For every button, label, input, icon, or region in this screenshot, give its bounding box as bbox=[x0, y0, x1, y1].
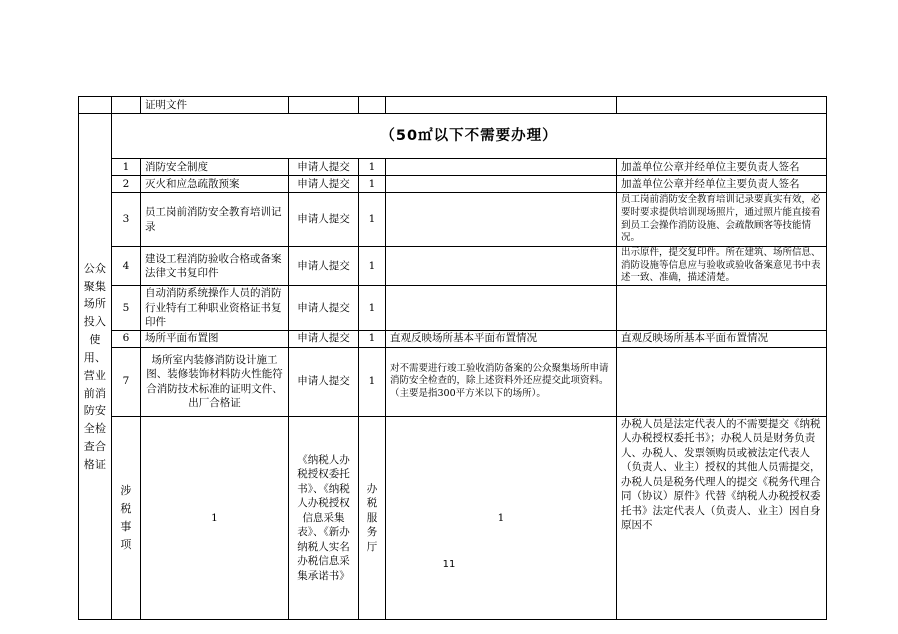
note-cell bbox=[386, 193, 617, 247]
row-number: 7 bbox=[112, 347, 141, 416]
requirements-table bbox=[78, 96, 827, 620]
requirement-cell: 员工岗前消防安全教育培训记录要真实有效，必要时要求提供培训现场照片，通过照片能直接看到员工会操作消防设施、会疏散顾客等技能情况。 bbox=[617, 193, 827, 247]
material-name: 证明文件 bbox=[141, 97, 289, 114]
copies-cell: 1 bbox=[386, 416, 617, 620]
requirement-cell: 加盖单位公章并经单位主要负责人签名 bbox=[617, 159, 827, 176]
table-row bbox=[79, 330, 827, 347]
row-number: 6 bbox=[112, 330, 141, 347]
row-number: 4 bbox=[112, 247, 141, 286]
copies-cell: 1 bbox=[359, 247, 386, 286]
copies-cell: 1 bbox=[359, 193, 386, 247]
requirement-cell: 出示原件，提交复印件。所在建筑、场所信息、消防设施等信息应与验收或验收备案意见书中表述一致、准确，描述清楚。 bbox=[617, 247, 827, 286]
table-cell bbox=[359, 97, 386, 114]
source-cell: 申请人提交 bbox=[289, 247, 359, 286]
copies-cell: 1 bbox=[359, 176, 386, 193]
source-cell: 申请人提交 bbox=[289, 193, 359, 247]
row-number: 1 bbox=[141, 416, 289, 620]
table-row bbox=[79, 193, 827, 247]
source-cell: 申请人提交 bbox=[289, 330, 359, 347]
table-row bbox=[79, 416, 827, 620]
row-number: 2 bbox=[112, 176, 141, 193]
table-row bbox=[79, 159, 827, 176]
source-cell: 申请人提交 bbox=[289, 176, 359, 193]
copies-cell: 1 bbox=[359, 347, 386, 416]
row-number: 5 bbox=[112, 286, 141, 330]
source-cell: 申请人提交 bbox=[289, 347, 359, 416]
source-cell: 申请人提交 bbox=[289, 286, 359, 330]
material-name: 自动消防系统操作人员的消防行业特有工种职业资格证书复印件 bbox=[141, 286, 289, 330]
note-cell: 办税人员是法定代表人的不需要提交《纳税人办税授权委托书》；办税人员是财务负责人、办税人、发票领购员或被法定代表人（负责人、业主）授权的其他人员需提交，办税人员是税务代理人的提交《税务代理合同（协议）原件》代替《纳税人办税授权委托书》法定代表人（负责人、业主）因自身原因不 bbox=[617, 416, 827, 620]
note-cell: 对不需要进行竣工验收消防备案的公众聚集场所申请消防安全检查的，除上述资料外还应提交此项资料。（主要是指300平方米以下的场所）。 bbox=[386, 347, 617, 416]
requirement-cell bbox=[617, 286, 827, 330]
table-row bbox=[79, 114, 827, 159]
table-row bbox=[79, 97, 827, 114]
table-cell bbox=[617, 97, 827, 114]
source-cell: 办税服务厅 bbox=[359, 416, 386, 620]
table-row bbox=[79, 176, 827, 193]
note-cell: 直观反映场所基本平面布置情况 bbox=[386, 330, 617, 347]
material-name: 《纳税人办税授权委托书》、《纳税人办税授权信息采集表》、《新办纳税人实名办税信息采集承诺书》 bbox=[289, 416, 359, 620]
material-name: 场所平面布置图 bbox=[141, 330, 289, 347]
note-cell bbox=[386, 159, 617, 176]
table-cell bbox=[386, 97, 617, 114]
material-name: 员工岗前消防安全教育培训记录 bbox=[141, 193, 289, 247]
copies-cell: 1 bbox=[359, 286, 386, 330]
note-cell bbox=[386, 176, 617, 193]
requirement-cell bbox=[617, 347, 827, 416]
table-row bbox=[79, 347, 827, 416]
table-cell bbox=[112, 97, 141, 114]
source-cell: 申请人提交 bbox=[289, 159, 359, 176]
page-number: 11 bbox=[442, 559, 456, 570]
note-cell bbox=[386, 247, 617, 286]
section-banner: （50㎡以下不需要办理） bbox=[112, 114, 827, 159]
material-name: 灭火和应急疏散预案 bbox=[141, 176, 289, 193]
table-cell bbox=[79, 97, 112, 114]
material-name: 建设工程消防验收合格或备案法律文书复印件 bbox=[141, 247, 289, 286]
table-cell bbox=[289, 97, 359, 114]
material-name: 场所室内装修消防设计施工图、装修装饰材料防火性能符合消防技术标准的证明文件、出厂合格证 bbox=[141, 347, 289, 416]
row-number: 3 bbox=[112, 193, 141, 247]
category-cell: 公众聚集场所投入使用、营业前消防安全检查合格证 bbox=[79, 114, 112, 620]
material-name: 消防安全制度 bbox=[141, 159, 289, 176]
copies-cell: 1 bbox=[359, 159, 386, 176]
copies-cell: 1 bbox=[359, 330, 386, 347]
table-row bbox=[79, 247, 827, 286]
note-cell bbox=[386, 286, 617, 330]
requirement-cell: 直观反映场所基本平面布置情况 bbox=[617, 330, 827, 347]
row-number: 1 bbox=[112, 159, 141, 176]
table-row bbox=[79, 286, 827, 330]
category-cell: 涉税事项 bbox=[112, 416, 141, 620]
requirement-cell: 加盖单位公章并经单位主要负责人签名 bbox=[617, 176, 827, 193]
